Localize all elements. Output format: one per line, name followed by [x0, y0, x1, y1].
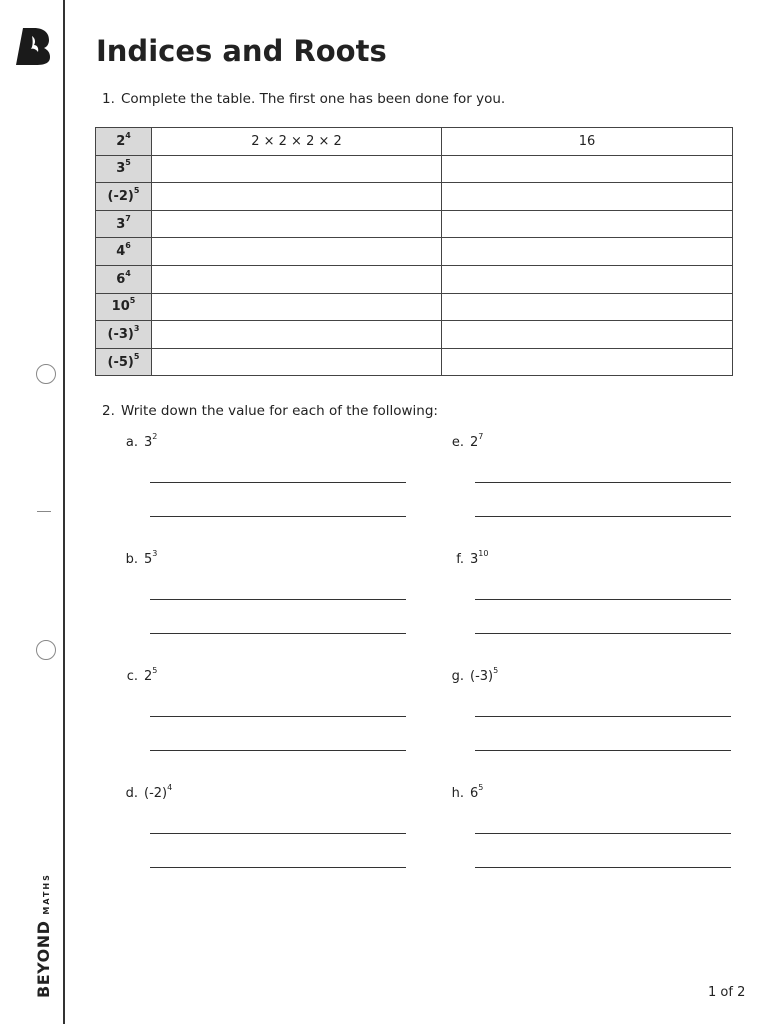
exercise-exponent: 5	[152, 666, 158, 675]
exercise-item	[444, 666, 499, 684]
question-1-text: Complete the table. The first one has been done for you.	[121, 91, 506, 107]
power-expression	[96, 293, 152, 321]
answer-line[interactable]	[150, 633, 406, 634]
exercise-label: d.	[125, 786, 138, 801]
power-expression	[96, 155, 152, 183]
question-1	[102, 91, 505, 107]
power-base: 3	[116, 161, 126, 177]
answer-line[interactable]	[150, 516, 406, 517]
binder-hole-bottom	[36, 640, 56, 660]
table-row	[96, 210, 733, 238]
table-row	[96, 265, 733, 293]
exercise-item	[118, 783, 173, 801]
power-expression	[96, 348, 152, 376]
answer-line[interactable]	[475, 867, 731, 868]
powers-table	[95, 127, 733, 376]
exercise-label: e.	[451, 435, 464, 450]
value-cell[interactable]: 16	[442, 128, 733, 156]
answer-line[interactable]	[475, 633, 731, 634]
power-exponent: 5	[133, 351, 140, 361]
answer-line[interactable]	[150, 750, 406, 751]
table-row	[96, 293, 733, 321]
expanded-form-cell[interactable]	[152, 155, 442, 183]
exercise-label: g.	[451, 669, 464, 684]
power-base: 4	[116, 244, 126, 260]
value-cell[interactable]	[442, 183, 733, 211]
exercise-exponent: 3	[152, 549, 158, 558]
answer-line[interactable]	[475, 716, 731, 717]
exercise-item	[118, 549, 158, 567]
answer-line[interactable]	[475, 482, 731, 483]
margin-line	[63, 0, 65, 1024]
answer-line[interactable]	[475, 599, 731, 600]
table-row	[96, 128, 733, 156]
exercise-label: b.	[125, 552, 138, 567]
exercise-base: 5	[144, 552, 153, 567]
question-1-number: 1.	[102, 91, 115, 107]
question-2	[102, 403, 438, 419]
table-row	[96, 321, 733, 349]
power-base: (-5)	[107, 354, 134, 370]
power-base: (-2)	[107, 188, 134, 204]
answer-line[interactable]	[475, 516, 731, 517]
expanded-form-cell[interactable]	[152, 210, 442, 238]
exercise-label: h.	[451, 786, 464, 801]
expanded-form-cell[interactable]: 2 × 2 × 2 × 2	[152, 128, 442, 156]
page-number: 1 of 2	[708, 985, 746, 1000]
exercise-exponent: 10	[478, 549, 489, 558]
beyond-logo-icon	[14, 26, 52, 66]
exercise-exponent: 7	[478, 432, 484, 441]
exercise-base: (-2)	[144, 786, 168, 801]
value-cell[interactable]	[442, 210, 733, 238]
value-cell[interactable]	[442, 348, 733, 376]
power-expression	[96, 321, 152, 349]
exercise-base: 3	[144, 435, 153, 450]
expanded-form-cell[interactable]	[152, 293, 442, 321]
power-base: (-3)	[107, 326, 134, 342]
value-cell[interactable]	[442, 238, 733, 266]
exercise-base: 3	[470, 552, 479, 567]
table-row	[96, 348, 733, 376]
question-2-number: 2.	[102, 403, 115, 419]
power-exponent: 5	[129, 296, 136, 306]
answer-line[interactable]	[150, 867, 406, 868]
exercise-exponent: 4	[167, 783, 173, 792]
exercise-item	[118, 432, 158, 450]
question-2-text: Write down the value for each of the following:	[121, 403, 438, 419]
exercise-item	[118, 666, 158, 684]
exercise-base: (-3)	[470, 669, 494, 684]
expanded-form-cell[interactable]	[152, 348, 442, 376]
power-expression	[96, 183, 152, 211]
power-exponent: 4	[125, 268, 131, 278]
power-exponent: 5	[125, 158, 131, 168]
exercise-item	[444, 549, 489, 567]
power-expression	[96, 238, 152, 266]
exercise-label: f.	[456, 552, 464, 567]
power-exponent: 4	[125, 130, 131, 140]
brand-wordmark	[34, 873, 53, 998]
answer-line[interactable]	[475, 750, 731, 751]
table-row	[96, 238, 733, 266]
power-base: 6	[116, 271, 126, 287]
value-cell[interactable]	[442, 293, 733, 321]
power-expression	[96, 210, 152, 238]
power-base: 2	[116, 133, 126, 149]
exercise-label: c.	[126, 669, 138, 684]
power-base: 10	[111, 299, 130, 315]
exercise-exponent: 5	[493, 666, 499, 675]
answer-line[interactable]	[150, 599, 406, 600]
power-exponent: 6	[125, 241, 131, 251]
expanded-form-cell[interactable]	[152, 265, 442, 293]
table-row	[96, 155, 733, 183]
value-cell[interactable]	[442, 155, 733, 183]
brand-word-beyond: BEYOND	[34, 920, 53, 998]
power-exponent: 3	[133, 323, 140, 333]
table-row	[96, 183, 733, 211]
binder-hole-top	[36, 364, 56, 384]
exercise-base: 2	[144, 669, 153, 684]
power-expression	[96, 265, 152, 293]
exercise-exponent: 2	[152, 432, 158, 441]
exercise-item	[444, 783, 484, 801]
exercise-label: a.	[125, 435, 138, 450]
answer-line[interactable]	[150, 716, 406, 717]
exercise-base: 2	[470, 435, 479, 450]
power-expression	[96, 128, 152, 156]
exercise-base: 6	[470, 786, 479, 801]
power-exponent: 7	[125, 213, 131, 223]
expanded-form-cell[interactable]	[152, 321, 442, 349]
page-title: Indices and Roots	[96, 34, 387, 68]
power-base: 3	[116, 216, 126, 232]
power-exponent: 5	[133, 185, 140, 195]
expanded-form-cell[interactable]	[152, 183, 442, 211]
value-cell[interactable]	[442, 321, 733, 349]
fold-mark	[37, 511, 51, 512]
exercise-exponent: 5	[478, 783, 484, 792]
value-cell[interactable]	[442, 265, 733, 293]
brand-word-maths: MATHS	[42, 873, 51, 915]
answer-line[interactable]	[475, 833, 731, 834]
expanded-form-cell[interactable]	[152, 238, 442, 266]
answer-line[interactable]	[150, 482, 406, 483]
answer-line[interactable]	[150, 833, 406, 834]
exercise-item	[444, 432, 484, 450]
